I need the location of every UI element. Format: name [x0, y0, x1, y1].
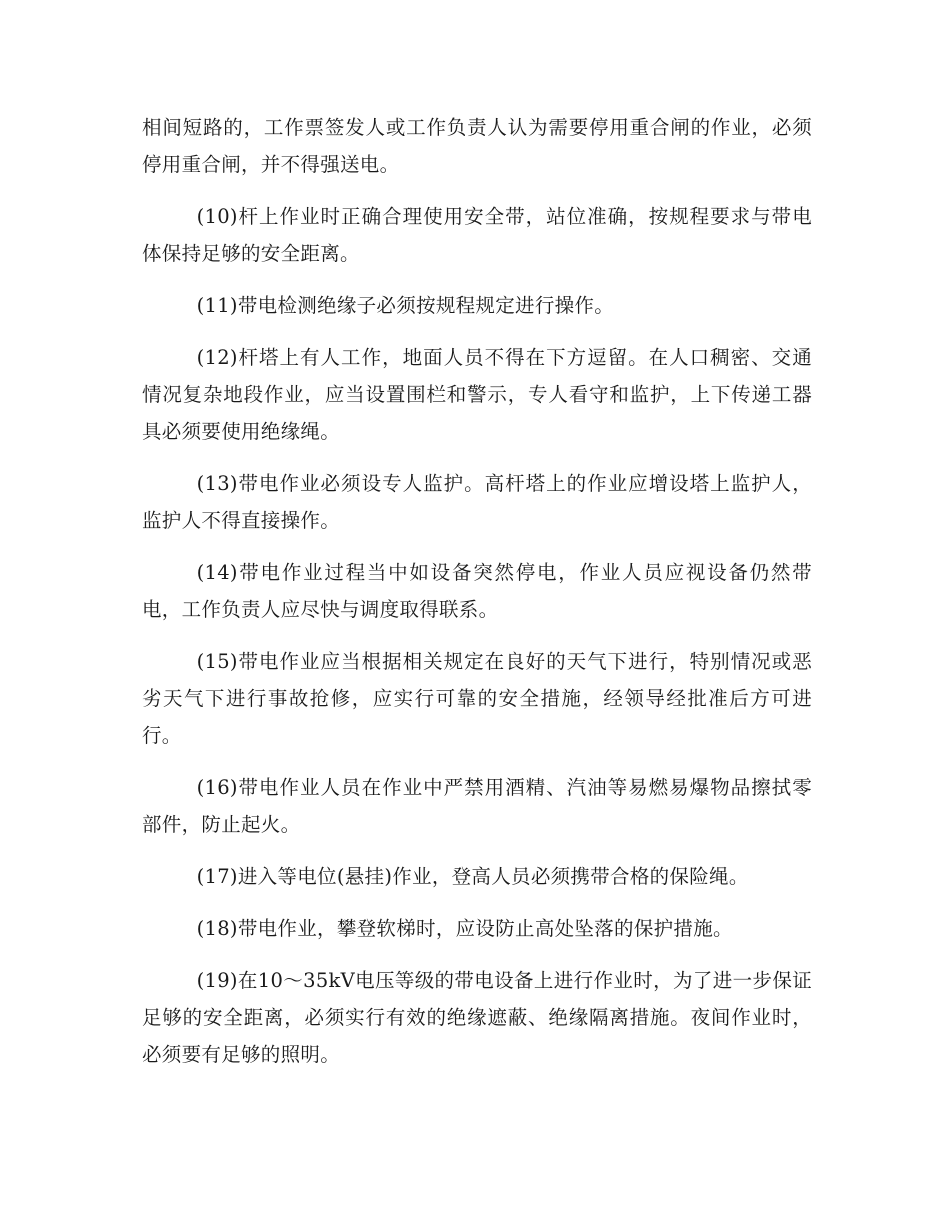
paragraph-item-19: (19)在10～35kV电压等级的带电设备上进行作业时，为了进一步保证足够的安全距离，必须实行有效的绝缘遮蔽、绝缘隔离措施。夜间作业时，必须要有足够的照明。 — [142, 969, 812, 1066]
paragraph-item-12: (12)杆塔上有人工作，地面人员不得在下方逗留。在人口稠密、交通情况复杂地段作业，应当设置围栏和警示，专人看守和监护，上下传递工器具必须要使用绝缘绳。 — [142, 346, 812, 443]
paragraph-item-13: (13)带电作业必须设专人监护。高杆塔上的作业应增设塔上监护人，监护人不得直接操作。 — [142, 472, 812, 532]
paragraph-item-16: (16)带电作业人员在作业中严禁用酒精、汽油等易燃易爆物品擦拭零部件，防止起火。 — [142, 776, 812, 836]
document-page — [142, 109, 812, 1088]
paragraph-item-17: (17)进入等电位(悬挂)作业，登高人员必须携带合格的保险绳。 — [196, 865, 749, 888]
paragraph-item-11: (11)带电检测绝缘子必须按规程规定进行操作。 — [196, 294, 615, 317]
paragraph-item-14: (14)带电作业过程当中如设备突然停电，作业人员应视设备仍然带电，工作负责人应尽快与调度取得联系。 — [142, 561, 812, 621]
paragraph-item-10: (10)杆上作业时正确合理使用安全带，站位准确，按规程要求与带电体保持足够的安全距离。 — [142, 205, 812, 265]
paragraph-item-15: (15)带电作业应当根据相关规定在良好的天气下进行，特别情况或恶劣天气下进行事故抢修，应实行可靠的安全措施，经领导经批准后方可进行。 — [142, 650, 812, 747]
paragraph-continuation: 相间短路的，工作票签发人或工作负责人认为需要停用重合闸的作业，必须停用重合闸，并不得强送电。 — [142, 116, 812, 176]
paragraph-item-18: (18)带电作业，攀登软梯时，应设防止高处坠落的保护措施。 — [196, 917, 733, 940]
